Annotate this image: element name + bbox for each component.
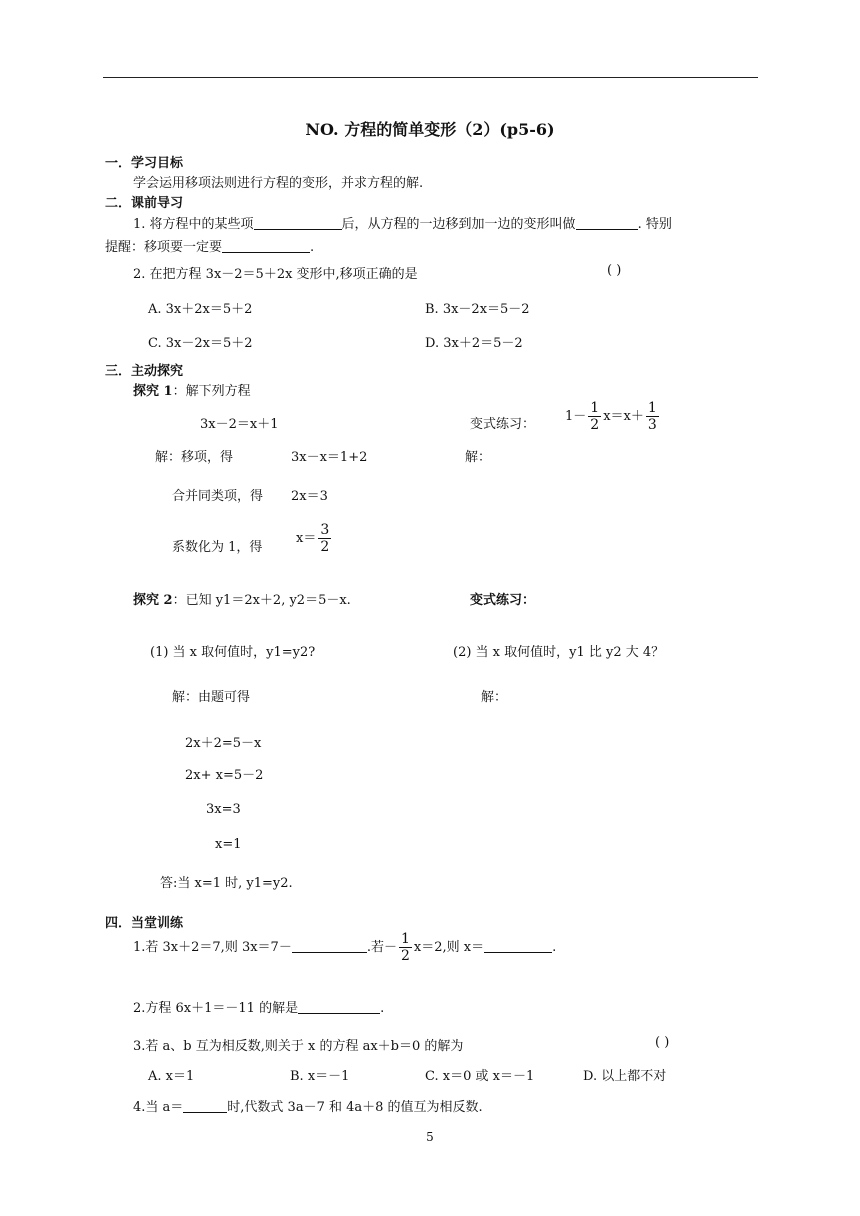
q1-blank-3[interactable] xyxy=(222,239,310,253)
explore-1-step-3-label: 系数化为 1，得 xyxy=(172,540,263,555)
header-rule xyxy=(103,77,758,78)
variant-1-solve: 解： xyxy=(465,450,492,465)
fraction-denominator: 2 xyxy=(590,417,600,433)
section-1-heading: 一．学习目标 xyxy=(105,156,184,171)
training-q1-part-a: 1.若 3x＋2＝7,则 3x＝7－ xyxy=(133,940,292,955)
explore-1-equation: 3x－2＝x＋1 xyxy=(200,417,279,432)
q1-blank-1[interactable] xyxy=(254,216,342,230)
training-q4-blank[interactable] xyxy=(183,1099,227,1113)
training-q3-option-d: D. 以上都不对 xyxy=(583,1069,667,1084)
variant-1-fraction-2 xyxy=(646,400,659,433)
q1-part-c: . 特别 xyxy=(637,217,672,232)
fraction-denominator: 2 xyxy=(320,539,330,555)
fraction-numerator: 1 xyxy=(590,400,600,416)
solution-line-3: 3x=3 xyxy=(206,802,241,817)
fraction-denominator: 2 xyxy=(400,948,410,964)
training-q2 xyxy=(133,997,384,1016)
section-4-heading: 四．当堂训练 xyxy=(105,916,184,931)
q1-part-d: 提醒：移项要一定要 xyxy=(105,240,223,255)
training-q1 xyxy=(133,931,556,964)
q2-option-c: C. 3x－2x＝5＋2 xyxy=(148,336,253,351)
explore-1-fraction xyxy=(318,522,331,555)
fraction-numerator: 1 xyxy=(647,400,657,416)
q2-text: 2. 在把方程 3x－2＝5＋2x 变形中,移项正确的是 xyxy=(133,267,418,282)
explore-1-step-2-label: 合并同类项，得 xyxy=(172,489,264,504)
training-q4-part-a: 4.当 a＝ xyxy=(133,1100,184,1115)
explore-1-step-1-label: 解：移项，得 xyxy=(155,450,234,465)
training-q2-text: 2.方程 6x＋1＝－11 的解是 xyxy=(133,1001,299,1016)
variant-1-eq-part-a: 1－ xyxy=(565,409,587,424)
q2-answer-paren[interactable]: ( ) xyxy=(607,263,622,278)
page-title: NO. 方程的简单变形（2）(p5-6) xyxy=(305,120,555,139)
training-q3-option-a: A. x＝1 xyxy=(148,1069,195,1084)
variant-2-part-2: (2) 当 x 取何值时，y1 比 y2 大 4？ xyxy=(453,645,665,660)
explore-2-intro xyxy=(133,589,351,608)
explore-1-text: ：解下列方程 xyxy=(172,384,251,399)
variant-1-label: 变式练习： xyxy=(470,417,536,432)
explore-1-step-2: 2x＝3 xyxy=(291,489,328,504)
training-q2-blank[interactable] xyxy=(298,1000,380,1014)
training-q1-fraction xyxy=(399,931,412,964)
section-3-heading: 三．主动探究 xyxy=(105,364,184,379)
explore-1-intro xyxy=(133,380,251,399)
training-q2-end: . xyxy=(380,1001,385,1016)
q1-blank-2[interactable] xyxy=(576,216,638,230)
training-q1-blank-2[interactable] xyxy=(484,939,552,953)
explore-1-step-3 xyxy=(296,522,333,555)
explore-2-solve-label: 解：由题可得 xyxy=(172,690,251,705)
q1-part-a: 1. 将方程中的某些项 xyxy=(133,217,254,232)
training-q1-part-b: .若－ xyxy=(366,940,397,955)
variant-1-equation xyxy=(565,400,661,433)
explore-2-part-1: (1) 当 x 取何值时，y1=y2? xyxy=(150,645,316,660)
variant-2-solve-label: 解： xyxy=(481,690,508,705)
solution-line-1: 2x＋2=5－x xyxy=(185,736,262,751)
training-q4 xyxy=(133,1096,483,1115)
q1-part-e: . xyxy=(310,240,315,255)
training-q1-part-d: . xyxy=(552,940,557,955)
solution-answer: 答:当 x=1 时, y1=y2. xyxy=(160,876,293,891)
page-number: 5 xyxy=(426,1130,434,1144)
training-q3-answer-paren[interactable]: ( ) xyxy=(655,1035,670,1050)
variant-1-eq-part-b: x＝x＋ xyxy=(603,409,644,424)
q1-line xyxy=(133,213,672,232)
training-q1-part-c: x＝2,则 x＝ xyxy=(413,940,485,955)
variant-1-fraction-1 xyxy=(588,400,601,433)
explore-1-label: 探究 1 xyxy=(133,384,173,399)
q1-part-b: 后，从方程的一边移到加一边的变形叫做 xyxy=(341,217,576,232)
training-q3-option-b: B. x＝－1 xyxy=(290,1069,350,1084)
section-1-text: 学会运用移项法则进行方程的变形，并求方程的解. xyxy=(133,176,424,191)
explore-1-step-1: 3x－x＝1+2 xyxy=(291,450,368,465)
training-q1-blank-1[interactable] xyxy=(292,939,367,953)
training-q3: 3.若 a、b 互为相反数,则关于 x 的方程 ax＋b＝0 的解为 xyxy=(133,1039,464,1054)
q2-option-d: D. 3x＋2＝5－2 xyxy=(425,336,523,351)
q2-option-a: A. 3x＋2x＝5＋2 xyxy=(148,302,253,317)
fraction-numerator: 3 xyxy=(320,522,330,538)
solution-line-2: 2x+ x=5－2 xyxy=(185,768,264,783)
fraction-denominator: 3 xyxy=(647,417,657,433)
explore-2-text: ：已知 y1＝2x＋2, y2＝5－x. xyxy=(172,593,351,608)
q2-option-b: B. 3x－2x＝5－2 xyxy=(425,302,530,317)
explore-1-step-3-x: x＝ xyxy=(296,531,317,546)
training-q4-part-b: 时,代数式 3a－7 和 4a＋8 的值互为相反数. xyxy=(227,1100,483,1115)
solution-line-4: x=1 xyxy=(215,837,242,852)
section-2-heading: 二．课前导习 xyxy=(105,196,184,211)
q1-line-2 xyxy=(105,236,314,255)
fraction-numerator: 1 xyxy=(400,931,410,947)
training-q3-option-c: C. x＝0 或 x＝－1 xyxy=(425,1069,535,1084)
explore-2-label: 探究 2 xyxy=(133,593,173,608)
variant-2-label: 变式练习： xyxy=(470,593,536,608)
